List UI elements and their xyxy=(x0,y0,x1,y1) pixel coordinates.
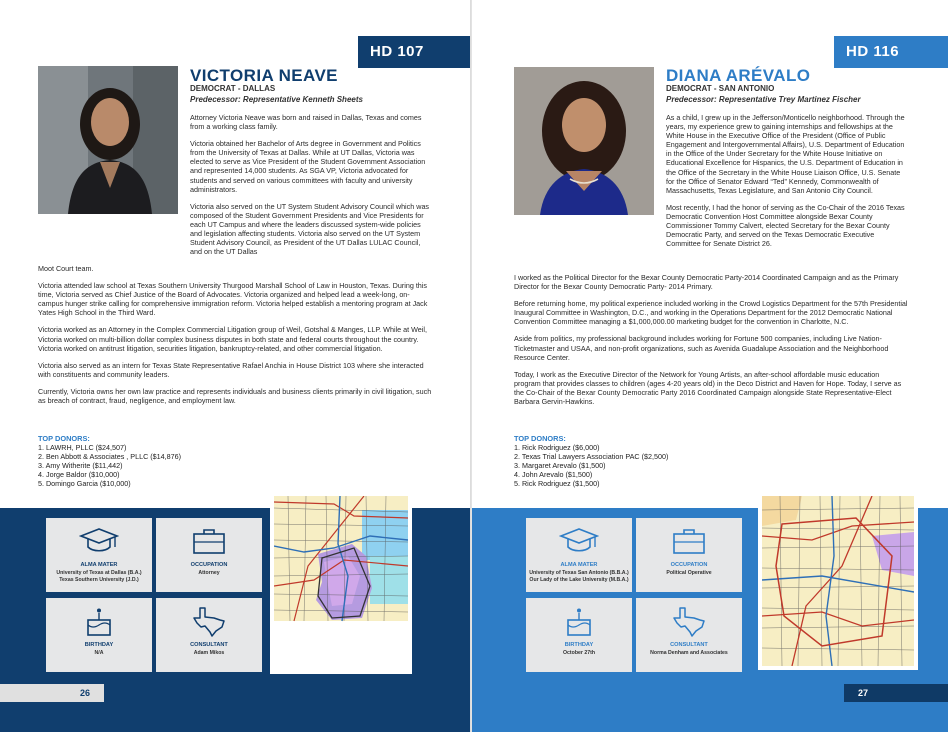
party-line: DEMOCRAT - SAN ANTONIO xyxy=(666,84,775,93)
birthday-cake-icon xyxy=(46,606,152,638)
donor-item: 1. LAWRH, PLLC ($24,507) xyxy=(38,443,127,452)
top-donors-title: TOP DONORS: xyxy=(38,434,90,443)
bio-paragraph: As a child, I grew up in the Jefferson/Monticello neighborhood. Through the years, my experience grew to gaining internships and fellowships at the White House in the Executive Office of the President (Office of Public Engagement and Intergovernmental Affairs), U.S. Department of Education in the Office of the Under Secretary for the White House Initiative on Educational Excellence for Hispanics, the U.S. Department of Education in the Office of the Secretary in the White House Liaison Office, U.S. Senate for the Office of Senator Edward “Ted” Kennedy, Commonwealth of Massachusetts, Texas Legislature, and San Antonio City Council. xyxy=(666,113,905,195)
district-tab: HD 116 xyxy=(834,36,948,68)
card-value: University of Texas at Dallas (B.A.) Texas Southern University (J.D.) xyxy=(56,570,142,583)
donor-item: 2. Texas Trial Lawyers Association PAC ($2,500) xyxy=(514,452,669,461)
donor-item: 5. Rick Rodriguez ($1,500) xyxy=(514,479,600,488)
card-label: CONSULTANT xyxy=(670,642,708,648)
card-value: Adam Mikos xyxy=(193,650,225,656)
district-map xyxy=(270,492,412,674)
card-label: CONSULTANT xyxy=(190,642,228,648)
briefcase-icon xyxy=(636,526,742,558)
birthday-cake-icon xyxy=(526,606,632,638)
predecessor: Predecessor: Representative Kenneth Sheets xyxy=(190,95,363,104)
occupation-card xyxy=(636,518,742,592)
card-value: Political Operative xyxy=(666,570,712,576)
texas-state-icon xyxy=(156,606,262,638)
card-value: University of Texas San Antonio (B.B.A.) Our Lady of the Lake University (M.B.A.) xyxy=(529,570,629,583)
card-label: ALMA MATER xyxy=(560,562,598,568)
card-label: OCCUPATION xyxy=(190,562,228,568)
district-tab: HD 107 xyxy=(358,36,472,68)
bio-bottom xyxy=(38,264,432,413)
bio-top xyxy=(190,113,430,264)
bio-paragraph: Before returning home, my political experience included working in the Crowd Logistics Department for the 57th Presidential Inaugural Committee in Washington, D.C., and working in the Operations Department for the 2012 Democratic National Convention Committee managing a $1,000,000.00 marketing budget for the convention in Charlotte, N.C. xyxy=(514,299,908,327)
card-label: BIRTHDAY xyxy=(564,642,594,648)
card-value: Norma Denham and Associates xyxy=(650,650,728,656)
left-page xyxy=(0,0,472,732)
party-line: DEMOCRAT - DALLAS xyxy=(190,84,276,93)
occupation-card xyxy=(156,518,262,592)
donor-item: 4. John Arevalo ($1,500) xyxy=(514,470,593,479)
donor-list xyxy=(514,443,668,488)
birthday-card xyxy=(526,598,632,672)
bio-top xyxy=(666,113,906,256)
donor-item: 1. Rick Rodriguez ($6,000) xyxy=(514,443,600,452)
candidate-photo xyxy=(514,67,654,215)
district-map xyxy=(758,492,918,670)
bio-paragraph: Victoria obtained her Bachelor of Arts degree in Government and Politics from the University of Texas at Dallas. While at UT Dallas, Victoria was elected to serve as Vice President of the Student Government Association and represented 14,000 students. As SGA VP, Victoria advocated for students and served on various committees with faculty and university administrators. xyxy=(190,139,426,194)
page-number: 26 xyxy=(0,684,104,702)
donor-item: 5. Domingo Garcia ($10,000) xyxy=(38,479,131,488)
bio-paragraph: Moot Court team. xyxy=(38,264,94,273)
bio-paragraph: Aside from politics, my professional background includes working for Fortune 500 companies, including Live Nation-Ticketmaster and USAA, and non-profit organizations, such as Avenida Guadalupe Association and the Neighborhood Resource Center. xyxy=(514,334,889,362)
card-label: OCCUPATION xyxy=(670,562,708,568)
candidate-photo xyxy=(38,66,178,214)
card-value: N/A xyxy=(94,650,104,656)
top-donors-title: TOP DONORS: xyxy=(514,434,566,443)
alma-mater-card xyxy=(46,518,152,592)
graduation-cap-icon xyxy=(46,526,152,558)
candidate-name: VICTORIA NEAVE xyxy=(190,66,338,85)
bio-paragraph: Attorney Victoria Neave was born and raised in Dallas, Texas and comes from a working class family. xyxy=(190,113,422,132)
bio-paragraph: Victoria attended law school at Texas Southern University Thurgood Marshall School of Law in Houston, Texas. During this time, Victoria served as Chief Justice of the Board of Advocates. Victoria organized and helped lead a week-long, on-campus hunger strike calling for comprehensive immigration reform. Victoria helped establish a mentoring program at Jack Yates High School in the Third Ward. xyxy=(38,281,428,318)
donor-item: 4. Jorge Baldor ($10,000) xyxy=(38,470,120,479)
birthday-card xyxy=(46,598,152,672)
card-label: ALMA MATER xyxy=(80,562,118,568)
texas-state-icon xyxy=(636,606,742,638)
bio-paragraph: Victoria also served as an intern for Texas State Representative Rafael Anchia in House District 103 where she interacted with constituents and community leaders. xyxy=(38,360,424,379)
donor-list xyxy=(38,443,181,488)
graduation-cap-icon xyxy=(526,526,632,558)
bio-paragraph: I worked as the Political Director for the Bexar County Democratic Party-2014 Coordinated Campaign and as the Primary Director for the Bexar County Democratic Party- 2014 Primary. xyxy=(514,273,899,292)
bio-paragraph: Most recently, I had the honor of serving as the Co-Chair of the 2016 Texas Democratic Convention Host Committee alongside Bexar County Commissioner Tommy Calvert, elected Secretary for the Bexar County Democratic Party, and served on the Texas Democratic Executive Committee for Senate District 26. xyxy=(666,202,905,249)
card-label: BIRTHDAY xyxy=(84,642,114,648)
bio-bottom xyxy=(514,273,908,414)
bio-paragraph: Today, I work as the Executive Director of the Network for Young Artists, an after-school affordable music education program that provides classes to children (ages 4-20 years old) in the Deco District and Haven for Hope. Today, I serve as the Co-Chair of the Bexar County Democratic Party 2016 Coordinated Campaign alongside State Representative-Elect Barbara Gervin-Hawkins. xyxy=(514,369,902,407)
page-number: 27 xyxy=(844,684,948,702)
consultant-card xyxy=(156,598,262,672)
card-value: Attorney xyxy=(198,570,220,576)
card-value: October 27th xyxy=(563,650,595,656)
bio-paragraph: Victoria also served on the UT System Student Advisory Council which was composed of the Student Government Presidents and Vice Presidents for each UT Campus and where the leaders discussed system-wide policies and legislation affecting students. Victoria also served on the UT System Student Advisory Council, as President of the UT Dallas LULAC Council, and on the UT Dallas xyxy=(190,201,430,257)
donor-item: 3. Amy Witherite ($11,442) xyxy=(38,461,123,470)
candidate-name: DIANA ARÉVALO xyxy=(666,66,811,85)
consultant-card xyxy=(636,598,742,672)
predecessor: Predecessor: Representative Trey Martinez Fischer xyxy=(666,95,861,104)
donor-item: 2. Ben Abbott & Associates , PLLC ($14,876) xyxy=(38,452,182,461)
bio-paragraph: Currently, Victoria owns her own law practice and represents individuals and business clients primarily in civil litigation, such as breach of contract, fraud, negligence, and employment law. xyxy=(38,386,432,406)
bio-paragraph: Victoria worked as an Attorney in the Complex Commercial Litigation group of Weil, Gotshal & Manges, LLP. While at Weil, Victoria worked on multi-billion dollar complex business disputes in both state and federal courts throughout the country. Victoria worked on antitrust litigation, securities litigation, bankruptcy-related, and other commercial litigation. xyxy=(38,325,427,353)
donor-item: 3. Margaret Arevalo ($1,500) xyxy=(514,461,606,470)
briefcase-icon xyxy=(156,526,262,558)
alma-mater-card xyxy=(526,518,632,592)
